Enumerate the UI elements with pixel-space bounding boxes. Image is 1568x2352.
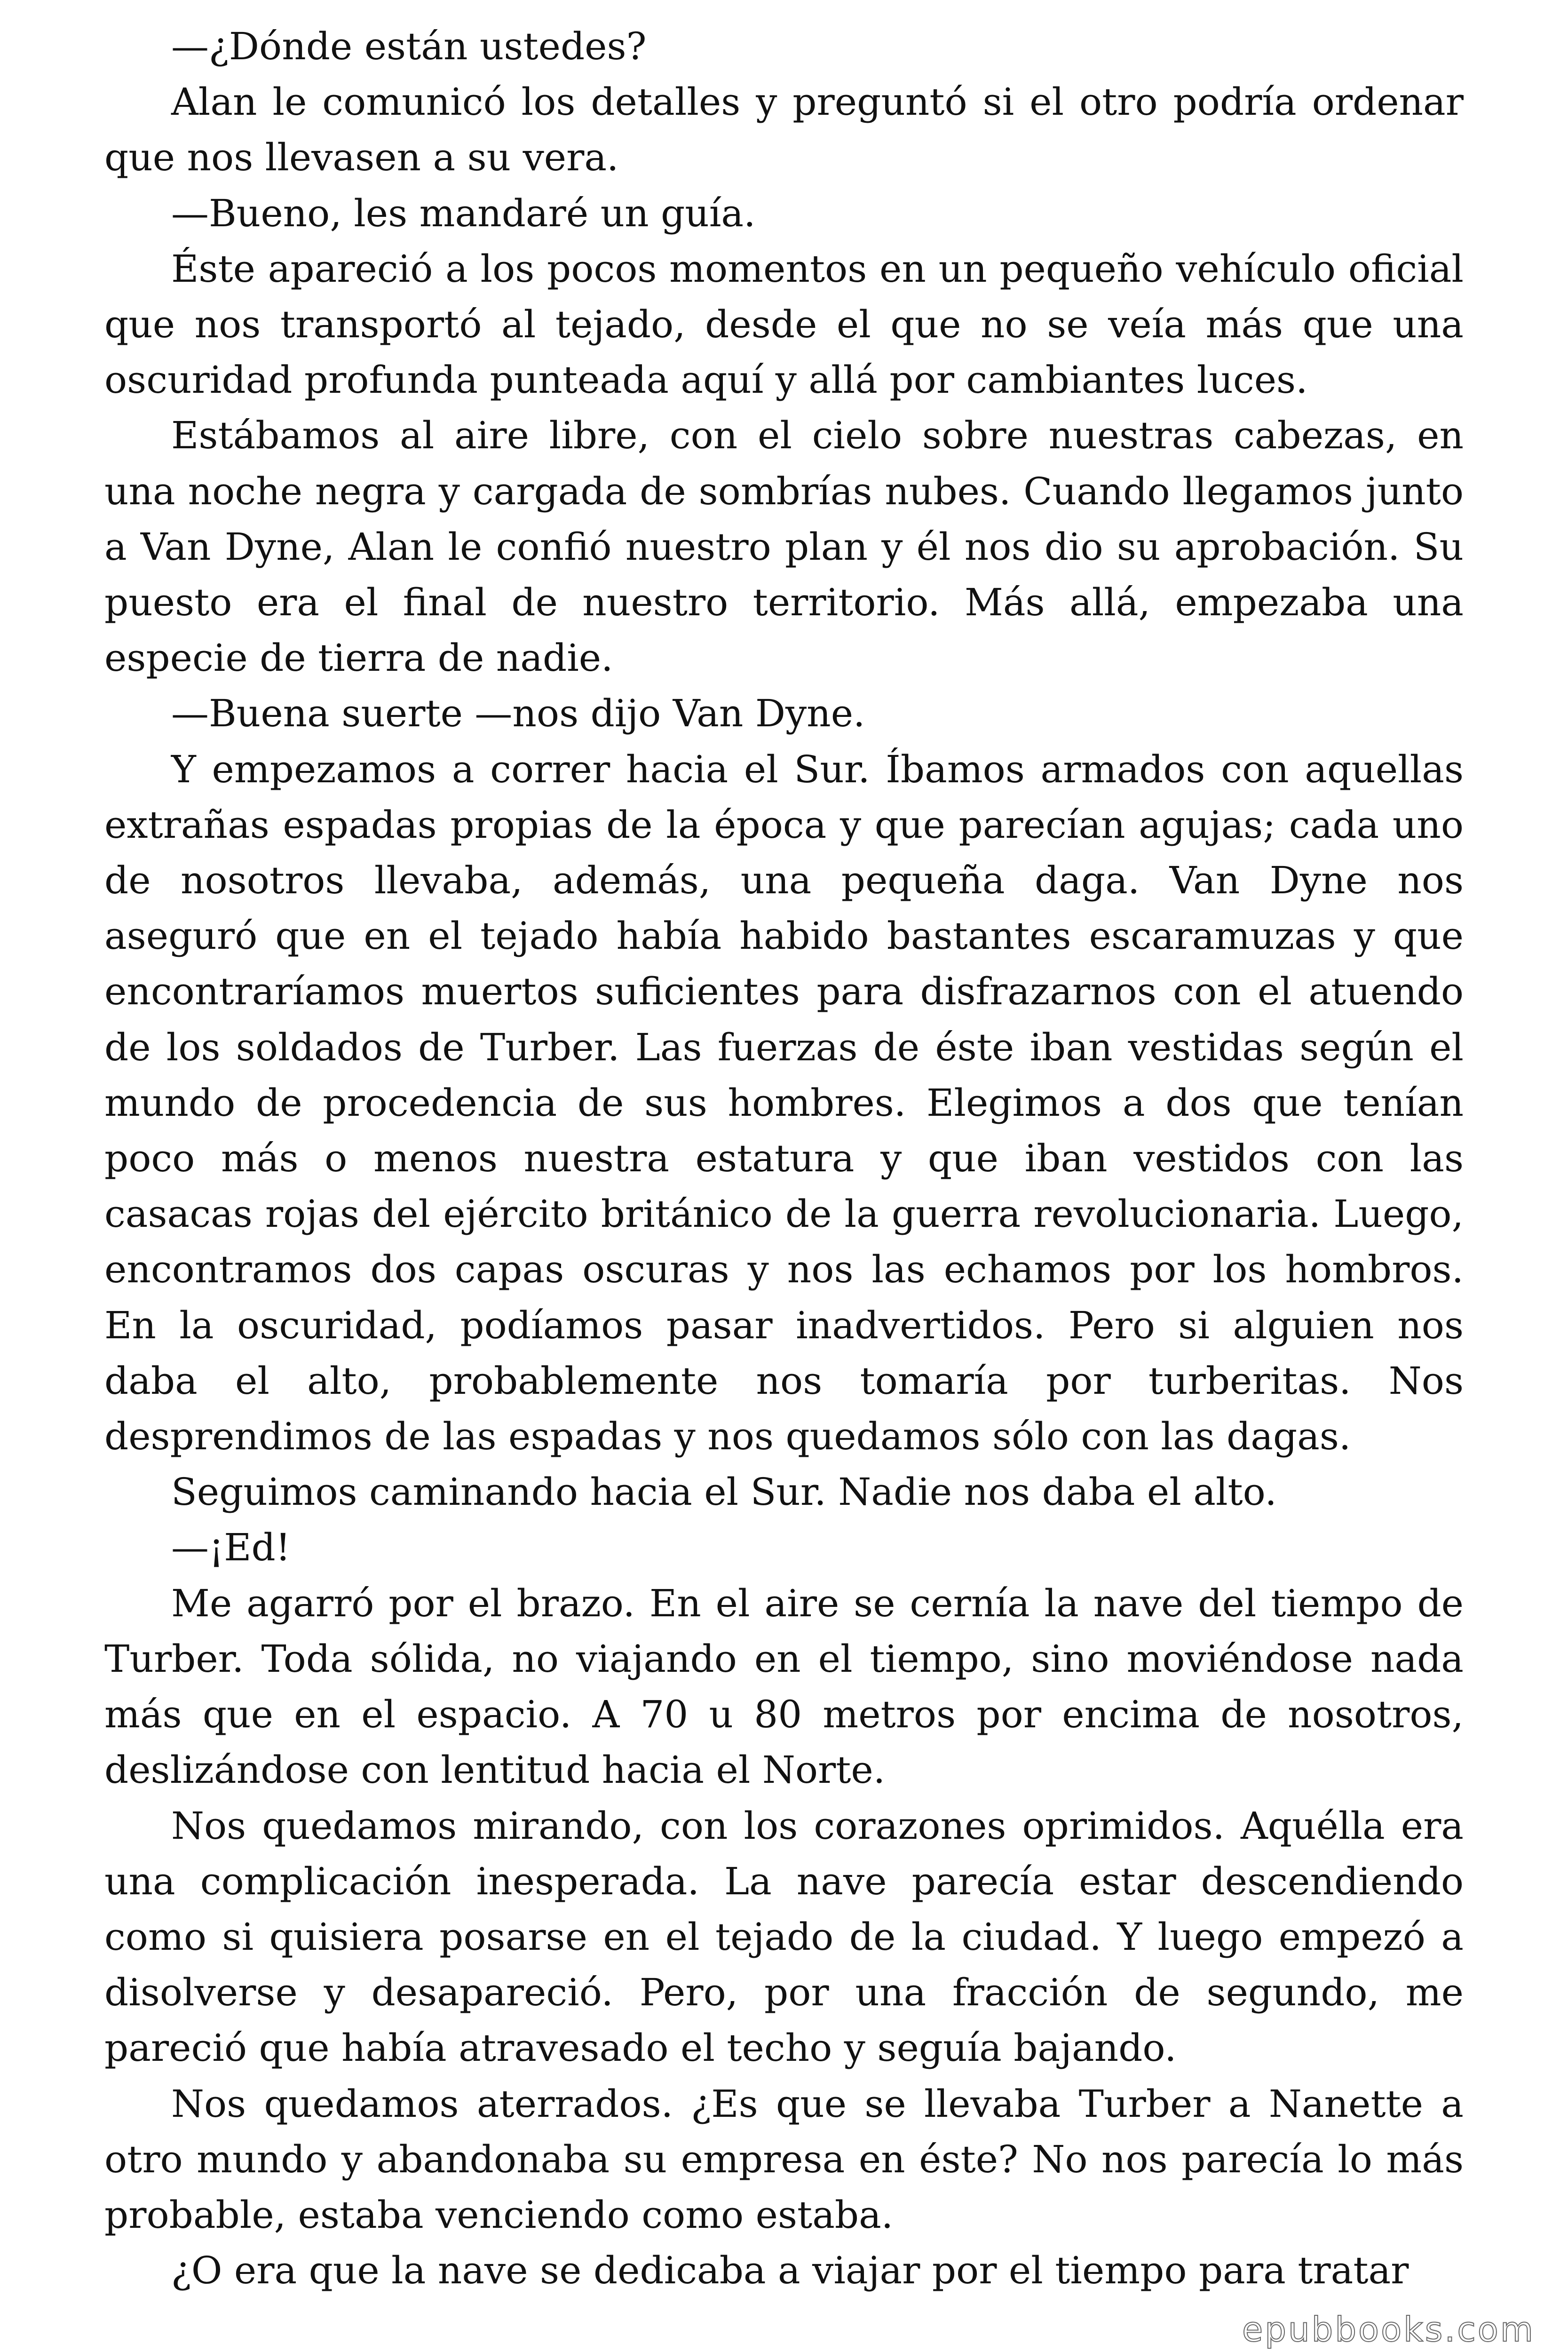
paragraph-7: Y empezamos a correr hacia el Sur. Íbamos armados con aquellas extrañas espadas propias de la época y que parecían agujas; cada uno de nosotros llevaba, además, una pequeña daga. Van Dyne nos aseguró que en el tejado había habido bastantes escaramuzas y que encontraríamos muertos suficientes para disfrazarnos con el atuendo de los soldados de Turber. Las fuerzas de éste iban vestidas según el mundo de procedencia de sus hombres. Elegimos a dos que tenían poco más o menos nuestra estatura y que iban vestidos con las casacas rojas del ejército británico de la guerra revolucionaria. Luego, encontramos dos capas oscuras y nos las echamos por los hombros. En la oscuridad, podíamos pasar inadvertidos. Pero si alguien nos daba el alto, probablemente nos tomaría por turberitas. Nos desprendimos de las espadas y nos quedamos sólo con las dagas. — [104, 747, 1464, 1459]
page-text — [104, 19, 1464, 2298]
watermark: epubbooks.com — [1242, 2310, 1535, 2349]
paragraph-4: Éste apareció a los pocos momentos en un pequeño vehículo oficial que nos transportó al tejado, desde el que no se veía más que una oscuridad profunda punteada aquí y allá por cambiantes luces. — [104, 246, 1464, 402]
paragraph-6: —Buena suerte —nos dijo Van Dyne. — [171, 691, 865, 736]
paragraph-3: —Bueno, les mandaré un guía. — [171, 191, 756, 235]
paragraph-13: ¿O era que la nave se dedicaba a viajar por el tiempo para tratar — [171, 2249, 1409, 2293]
paragraph-11: Nos quedamos mirando, con los corazones oprimidos. Aquélla era una complicación inesperada. La nave parecía estar descendiendo como si quisiera posarse en el tejado de la ciudad. Y luego empezó a disolverse y desapareció. Pero, por una fracción de segundo, me pareció que había atravesado el techo y seguía bajando. — [104, 1804, 1464, 2070]
paragraph-12: Nos quedamos aterrados. ¿Es que se llevaba Turber a Nanette a otro mundo y abandonaba su empresa en éste? No nos parecía lo más probable, estaba venciendo como estaba. — [104, 2082, 1464, 2237]
paragraph-8: Seguimos caminando hacia el Sur. Nadie nos daba el alto. — [171, 1470, 1277, 1514]
paragraph-9: —¡Ed! — [171, 1526, 291, 1570]
paragraph-1: —¿Dónde están ustedes? — [171, 24, 647, 68]
paragraph-2: Alan le comunicó los detalles y preguntó si el otro podría ordenar que nos llevasen a su vera. — [104, 80, 1464, 180]
paragraph-10: Me agarró por el brazo. En el aire se cernía la nave del tiempo de Turber. Toda sólida, no viajando en el tiempo, sino moviéndose nada más que en el espacio. A 70 u 80 metros por encima de nosotros, deslizándose con lentitud hacia el Norte. — [104, 1581, 1464, 1792]
paragraph-5: Estábamos al aire libre, con el cielo sobre nuestras cabezas, en una noche negra y cargada de sombrías nubes. Cuando llegamos junto a Van Dyne, Alan le confió nuestro plan y él nos dio su aprobación. Su puesto era el final de nuestro territorio. Más allá, empezaba una especie de tierra de nadie. — [104, 413, 1464, 680]
